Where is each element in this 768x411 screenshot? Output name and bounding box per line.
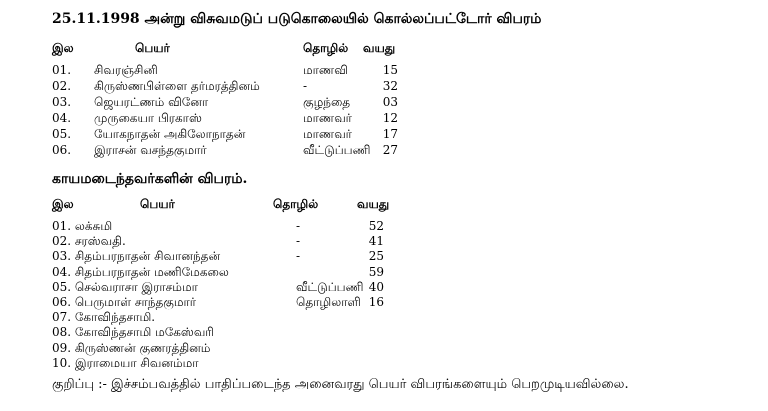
injured-row-age: 59 — [368, 264, 384, 279]
deceased-header-no: இல — [52, 41, 74, 55]
footnote: குறிப்பு :- இச்சம்பவத்தில் பாதிப்படைந்த அனைவரது பெயர் விபரங்களையும் பெறமுடியவில்லை. — [52, 377, 629, 392]
injured-row-label: 02. சரஸ்வதி. — [52, 234, 126, 249]
deceased-row-occupation: மாணவர் — [303, 127, 352, 141]
injured-header-name: பெயர் — [140, 197, 175, 211]
injured-row-occupation: - — [296, 249, 301, 264]
injured-row-label: 09. கிருஸ்ணன் குணரத்தினம் — [52, 340, 211, 355]
deceased-row-age: 15 — [382, 63, 398, 77]
injured-header-no: இல — [52, 197, 74, 211]
deceased-row-age: 03 — [382, 95, 398, 109]
injured-row-occupation: வீட்டுப்பணி — [296, 279, 364, 294]
injured-row-age: 25 — [368, 249, 384, 264]
deceased-row-name: சிவரஞ்சினி — [94, 63, 158, 77]
injured-section-title: காயமடைந்தவர்களின் விபரம். — [52, 171, 248, 187]
deceased-header-name: பெயர் — [135, 41, 170, 55]
injured-header-age: வயது — [357, 197, 390, 211]
injured-row-age: 40 — [368, 279, 384, 294]
injured-header-occupation: தொழில் — [273, 197, 319, 211]
deceased-row-name: யோகநாதன் அகிலோநாதன் — [94, 127, 246, 141]
deceased-row-occupation: வீட்டுப்பணி — [303, 143, 371, 157]
deceased-row-name: கிருஸ்ணபிள்ளை தர்மரத்தினம் — [94, 79, 260, 93]
deceased-row-name: முருகையா பிரகாஸ் — [94, 111, 202, 125]
injured-row-occupation: - — [296, 219, 301, 233]
injured-row-label: 06. பெருமாள் சாந்தகுமார் — [52, 295, 197, 309]
deceased-row-age: 17 — [382, 127, 398, 141]
deceased-row-age: 32 — [382, 79, 398, 93]
deceased-row-no: 04. — [52, 111, 72, 125]
injured-row-label: 07. கோவிந்தசாமி. — [52, 310, 156, 325]
injured-row-label: 03. சிதம்பரநாதன் சிவானந்தன் — [52, 249, 221, 264]
injured-row-label: 05. செல்வராசா இராசம்மா — [52, 279, 198, 294]
deceased-header-age: வயது — [363, 41, 396, 55]
deceased-row-age: 12 — [382, 111, 398, 125]
injured-row-label: 08. கோவிந்தசாமி மகேஸ்வரி — [52, 325, 214, 340]
deceased-row-age: 27 — [382, 143, 398, 157]
deceased-row-no: 05. — [52, 127, 72, 141]
injured-row-age: 16 — [368, 295, 384, 309]
injured-row-occupation: தொழிலாளி — [296, 295, 361, 309]
injured-row-label: 04. சிதம்பரநாதன் மணிமேகலை — [52, 264, 229, 279]
injured-row-age: 52 — [368, 219, 384, 233]
deceased-row-name: இராசன் வசந்தகுமார் — [94, 143, 207, 157]
deceased-row-occupation: மாணவர் — [303, 111, 352, 125]
deceased-row-occupation: குழந்தை — [303, 95, 351, 109]
deceased-header-occupation: தொழில் — [303, 41, 349, 55]
deceased-row-name: ஜெயரட்ணம் வினோ — [94, 95, 209, 109]
deceased-section-title: 25.11.1998 அன்று விசுவமடுப் படுகொலையில் கொல்லப்பட்டோர் விபரம் — [52, 11, 542, 27]
injured-row-label: 10. இராமையா சிவனம்மா — [52, 355, 199, 370]
injured-row-label: 01. லக்சுமி — [52, 219, 113, 233]
deceased-row-occupation: மாணவி — [303, 63, 348, 77]
injured-row-occupation: - — [296, 234, 301, 249]
deceased-row-no: 02. — [52, 79, 72, 93]
injured-row-age: 41 — [368, 234, 384, 249]
deceased-row-occupation: - — [303, 79, 308, 93]
deceased-row-no: 03. — [52, 95, 72, 109]
deceased-row-no: 06. — [52, 143, 72, 157]
deceased-row-no: 01. — [52, 63, 72, 77]
